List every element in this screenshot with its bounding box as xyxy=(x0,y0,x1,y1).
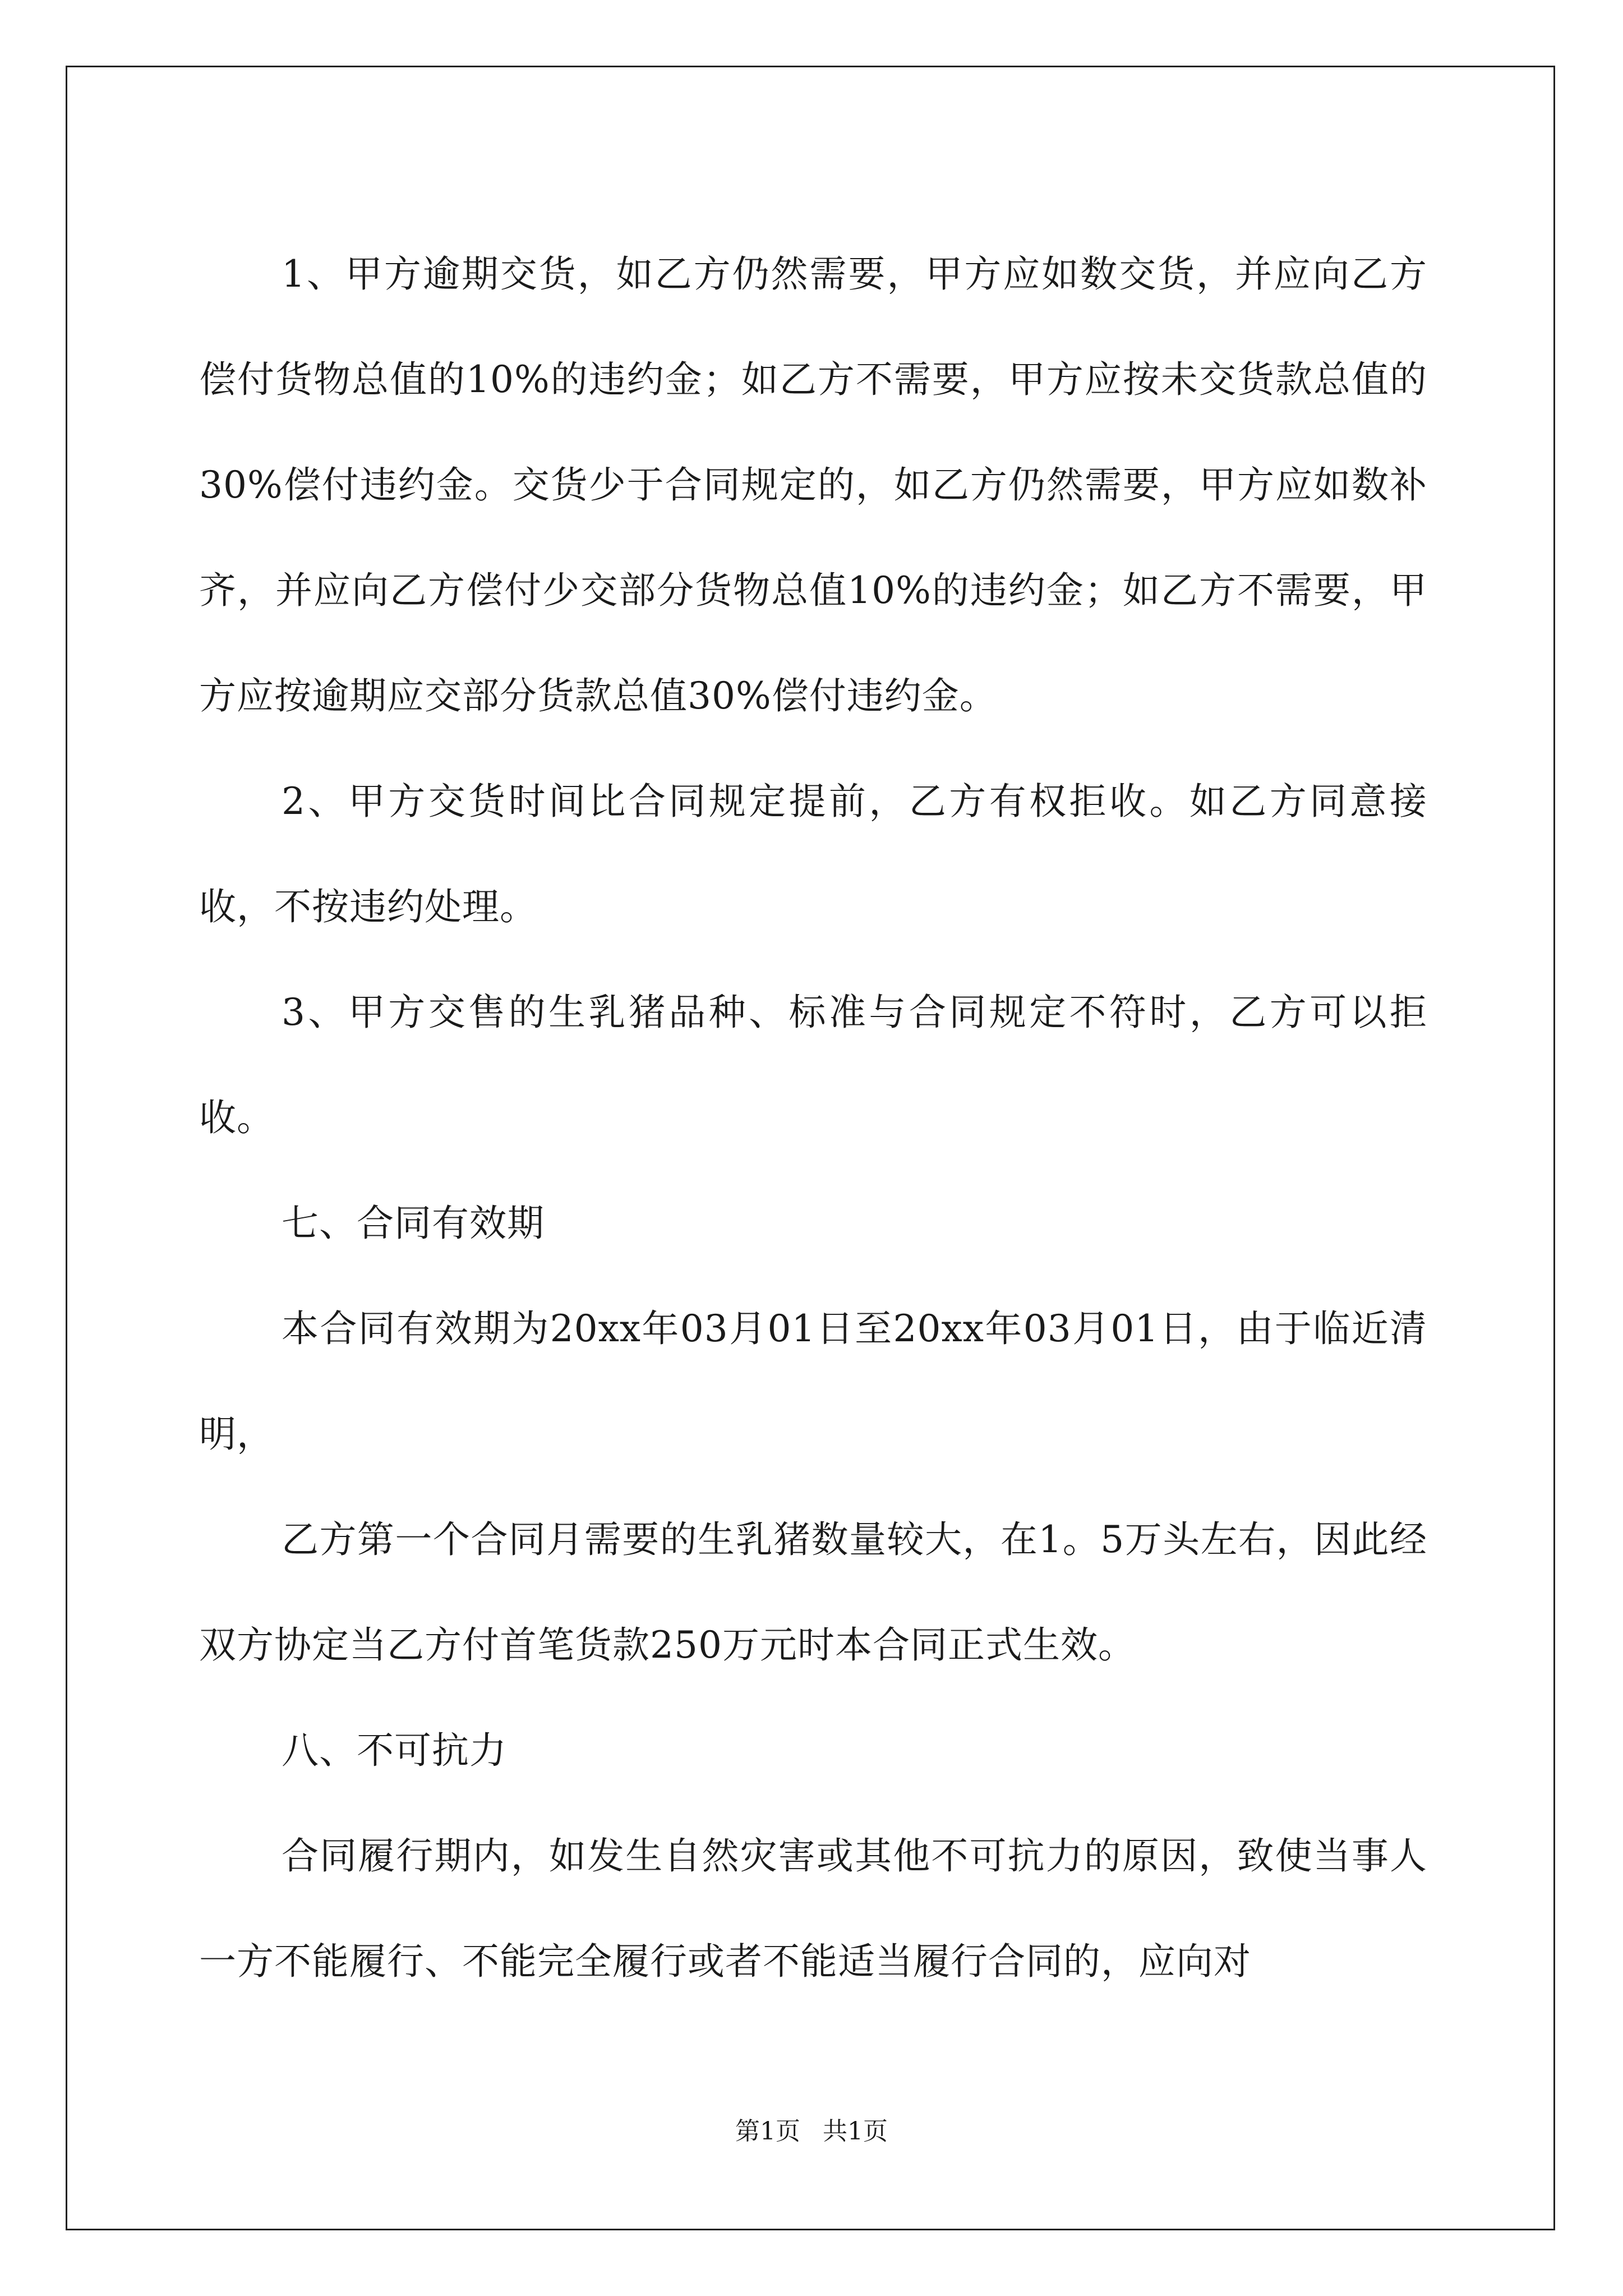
document-body xyxy=(199,222,1427,2014)
clause-2-paragraph: 2、甲方交货时间比合同规定提前，乙方有权拒收。如乙方同意接收，不按违约处理。 xyxy=(199,780,1427,928)
section-8-heading: 八、不可抗力 xyxy=(282,1729,507,1772)
page-footer xyxy=(0,2115,1623,2148)
clause-1-paragraph: 1、甲方逾期交货，如乙方仍然需要，甲方应如数交货，并应向乙方偿付货物总值的10%的违约金；如乙方不需要，甲方应按未交货款总值的30%偿付违约金。交货少于合同规定的，如乙方仍然需要，甲方应如数补齐，并应向乙方偿付少交部分货物总值10%的违约金；如乙方不需要，甲方应按逾期应交部分货款总值30%偿付违约金。 xyxy=(199,252,1427,717)
force-majeure-paragraph: 合同履行期内，如发生自然灾害或其他不可抗力的原因，致使当事人一方不能履行、不能完全履行或者不能适当履行合同的，应向对 xyxy=(199,1834,1427,1983)
section-7-heading: 七、合同有效期 xyxy=(282,1202,545,1245)
effective-condition-paragraph: 乙方第一个合同月需要的生乳猪数量较大，在1。5万头左右，因此经双方协定当乙方付首笔货款250万元时本合同正式生效。 xyxy=(199,1518,1427,1667)
page-number-current: 第1页 xyxy=(735,2117,800,2146)
clause-3-paragraph: 3、甲方交售的生乳猪品种、标准与合同规定不符时，乙方可以拒收。 xyxy=(199,991,1427,1139)
page-number-total: 共1页 xyxy=(823,2117,888,2146)
validity-period-paragraph: 本合同有效期为20xx年03月01日至20xx年03月01日，由于临近清明， xyxy=(199,1307,1427,1456)
